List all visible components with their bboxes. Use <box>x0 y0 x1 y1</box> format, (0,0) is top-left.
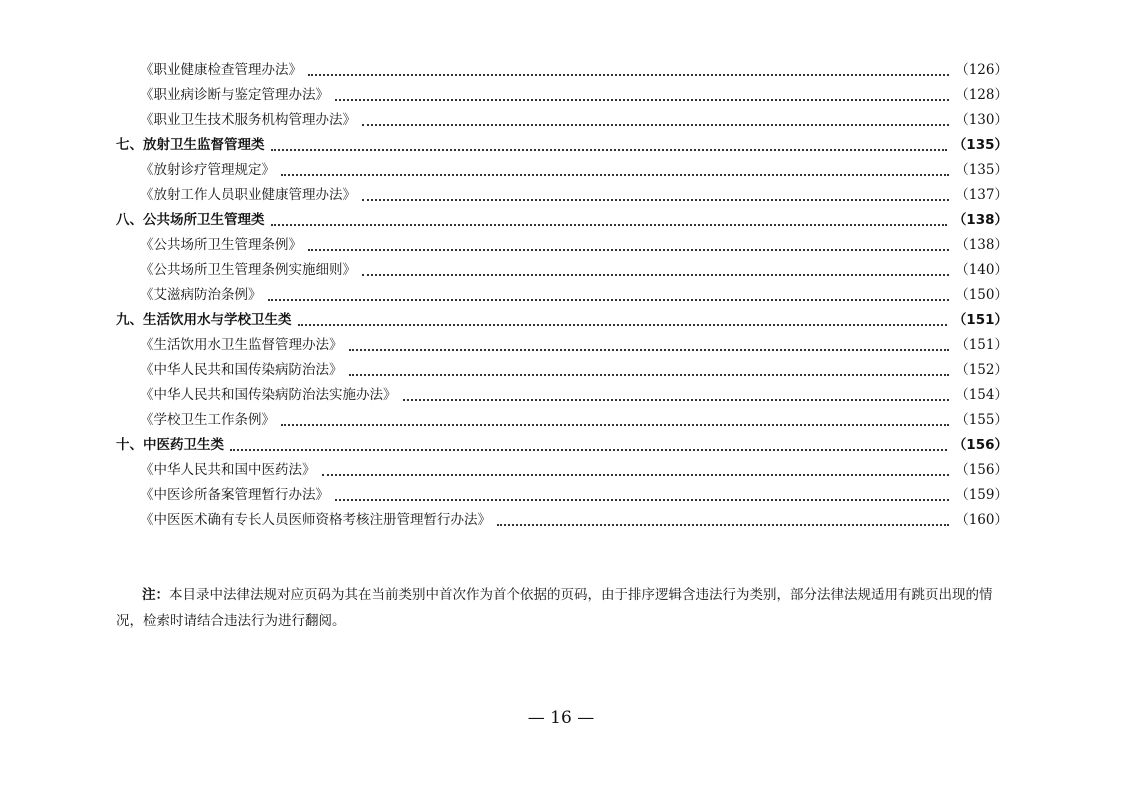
dot-leader <box>322 474 950 476</box>
toc-entry[interactable] <box>116 83 1008 108</box>
toc-page-ref: （138） <box>955 237 1008 253</box>
dot-leader <box>349 349 950 351</box>
toc-page-ref: （152） <box>955 362 1008 378</box>
toc-page-ref: （135） <box>955 162 1008 178</box>
dot-leader <box>362 124 949 126</box>
toc-entry-title: 《放射诊疗管理规定》 <box>140 162 275 178</box>
toc-page-ref: （151） <box>955 337 1008 353</box>
toc-entry[interactable] <box>116 233 1008 258</box>
dot-leader <box>230 449 947 451</box>
toc-entry-title: 《公共场所卫生管理条例》 <box>140 237 302 253</box>
toc-section-heading[interactable] <box>116 133 1008 158</box>
toc-page-ref: （135） <box>952 137 1008 153</box>
toc-entry[interactable] <box>116 333 1008 358</box>
toc-entry-title: 七、放射卫生监督管理类 <box>116 137 265 153</box>
page-number: — 16 — <box>527 708 595 728</box>
dot-leader <box>349 374 950 376</box>
toc-entry-title: 《职业卫生技术服务机构管理办法》 <box>140 112 356 128</box>
toc-entry[interactable] <box>116 458 1008 483</box>
toc-page-ref: （154） <box>955 387 1008 403</box>
toc-entry-title: 八、公共场所卫生管理类 <box>116 212 265 228</box>
toc-entry[interactable] <box>116 258 1008 283</box>
toc-page-ref: （128） <box>955 87 1008 103</box>
toc-entry[interactable] <box>116 158 1008 183</box>
toc-page-ref: （138） <box>952 212 1008 228</box>
toc-entry[interactable] <box>116 408 1008 433</box>
dot-leader <box>271 149 947 151</box>
toc-entry-title: 《职业病诊断与鉴定管理办法》 <box>140 87 329 103</box>
dot-leader <box>362 199 949 201</box>
toc-entry[interactable] <box>116 283 1008 308</box>
dot-leader <box>308 74 949 76</box>
toc-page-ref: （155） <box>955 412 1008 428</box>
toc-page-ref: （126） <box>955 62 1008 78</box>
toc-entry-title: 《中华人民共和国传染病防治法》 <box>140 362 343 378</box>
toc-entry-title: 《中华人民共和国中医药法》 <box>140 462 316 478</box>
toc-entry-title: 《职业健康检查管理办法》 <box>140 62 302 78</box>
toc-page-ref: （159） <box>955 487 1008 503</box>
toc-section-heading[interactable] <box>116 208 1008 233</box>
footnote-label: 注： <box>142 587 169 603</box>
dot-leader <box>335 499 949 501</box>
dot-leader <box>271 224 947 226</box>
toc-page-ref: （150） <box>955 287 1008 303</box>
dot-leader <box>308 249 949 251</box>
toc-entry[interactable] <box>116 383 1008 408</box>
toc-entry-title: 《艾滋病防治条例》 <box>140 287 262 303</box>
toc-entry[interactable] <box>116 183 1008 208</box>
toc-entry[interactable] <box>116 58 1008 83</box>
toc-entry[interactable] <box>116 358 1008 383</box>
toc-entry-title: 《公共场所卫生管理条例实施细则》 <box>140 262 356 278</box>
toc-section-heading[interactable] <box>116 433 1008 458</box>
toc-entry-title: 《中医诊所备案管理暂行办法》 <box>140 487 329 503</box>
toc-entry-title: 《中医医术确有专长人员医师资格考核注册管理暂行办法》 <box>140 512 491 528</box>
dot-leader <box>298 324 947 326</box>
toc-entry-title: 十、中医药卫生类 <box>116 437 224 453</box>
toc-section-heading[interactable] <box>116 308 1008 333</box>
dot-leader <box>403 399 950 401</box>
dot-leader <box>362 274 949 276</box>
toc-entry-title: 《生活饮用水卫生监督管理办法》 <box>140 337 343 353</box>
toc-entry[interactable] <box>116 108 1008 133</box>
toc-page-ref: （156） <box>955 462 1008 478</box>
toc-page-ref: （130） <box>955 112 1008 128</box>
dot-leader <box>335 99 949 101</box>
footnote-text: 本目录中法律法规对应页码为其在当前类别中首次作为首个依据的页码，由于排序逻辑含违法行为类别，部分法律法规适用有跳页出现的情况，检索时请结合违法行为进行翻阅。 <box>116 587 993 629</box>
toc-entry[interactable] <box>116 483 1008 508</box>
table-of-contents <box>116 58 1008 533</box>
toc-page-ref: （140） <box>955 262 1008 278</box>
toc-page-ref: （160） <box>955 512 1008 528</box>
toc-entry-title: 《学校卫生工作条例》 <box>140 412 275 428</box>
footnote <box>116 582 1008 634</box>
toc-page-ref: （137） <box>955 187 1008 203</box>
toc-entry-title: 《中华人民共和国传染病防治法实施办法》 <box>140 387 397 403</box>
toc-entry-title: 九、生活饮用水与学校卫生类 <box>116 312 292 328</box>
dot-leader <box>268 299 950 301</box>
toc-page-ref: （156） <box>952 437 1008 453</box>
dot-leader <box>281 174 949 176</box>
dot-leader <box>281 424 949 426</box>
toc-page-ref: （151） <box>952 312 1008 328</box>
toc-entry[interactable] <box>116 508 1008 533</box>
dot-leader <box>497 524 949 526</box>
toc-entry-title: 《放射工作人员职业健康管理办法》 <box>140 187 356 203</box>
